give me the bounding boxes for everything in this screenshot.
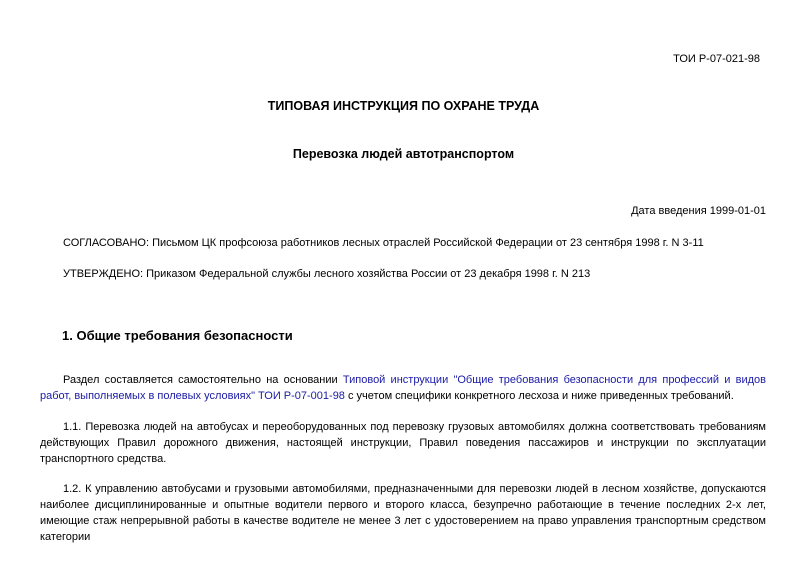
intro-text-after: с учетом специфики конкретного лесхоза и ниже приведенных требований. [344,390,734,402]
approved-statement: УТВЕРЖДЕНО: Приказом Федеральной службы лесного хозяйства России от 23 декабря 1998 г. N 213 [63,268,591,280]
intro-paragraph [40,372,766,404]
section-heading: 1. Общие требования безопасности [62,328,293,343]
effective-date: Дата введения 1999-01-01 [631,205,766,217]
intro-text-before: Раздел составляется самостоятельно на основании [63,374,343,386]
document-title: ТИПОВАЯ ИНСТРУКЦИЯ ПО ОХРАНЕ ТРУДА [267,99,540,113]
paragraph-1-2: 1.2. К управлению автобусами и грузовыми автомобилями, предназначенными для перевозки людей в лесном хозяйстве, допускаются наиболее дисциплинированные и опытные водители первого и второго класса, безупречно работающие в течение последних 2-х лет, имеющие стаж непрерывной работы в качестве водителе не менее 3 лет с удостоверением на право управления транспортным средством категории [40,483,766,543]
document-code: ТОИ Р-07-021-98 [673,53,760,65]
standard-reference-link[interactable]: Типовой инструкции "Общие требования безопасности для профессий и видов работ, выполняемых в полевых условиях" ТОИ Р-07-001-98 [40,374,766,402]
agreed-statement: СОГЛАСОВАНО: Письмом ЦК профсоюза работников лесных отраслей Российской Федерации от 23 сентября 1998 г. N 3-11 [63,237,704,249]
paragraph-1-1: 1.1. Перевозка людей на автобусах и переоборудованных под перевозку грузовых автомобилях должна соответствовать требованиям действующих Правил дорожного движения, настоящей инструкции, Правил поведения пассажиров и инструкции по эксплуатации транспортного средства. [40,421,766,465]
document-subtitle: Перевозка людей автотранспортом [292,147,515,161]
